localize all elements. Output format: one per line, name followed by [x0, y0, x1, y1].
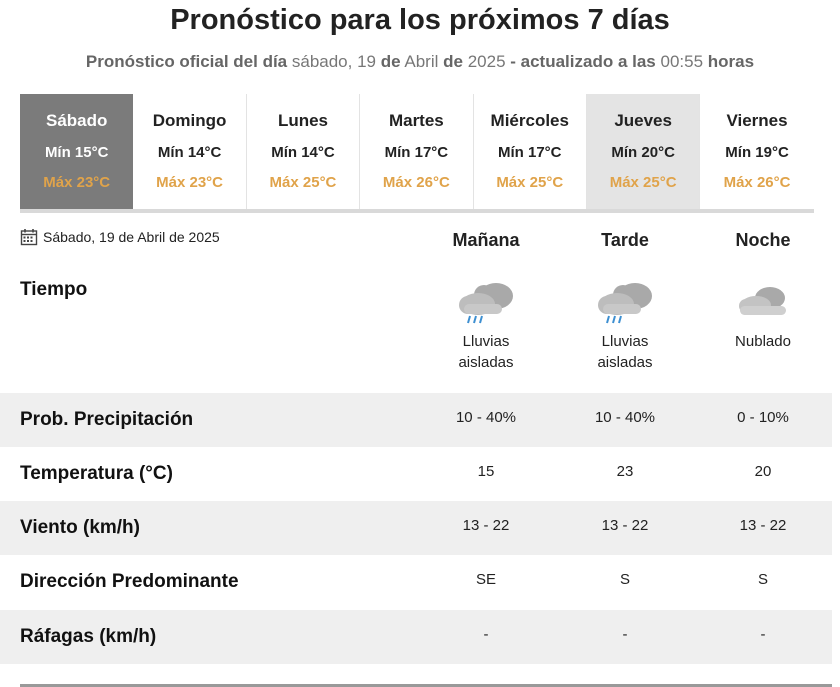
day-min-temp: Mín 17°C: [498, 144, 562, 161]
subtitle-de: de: [380, 52, 401, 71]
day-max-temp: Máx 26°C: [723, 174, 791, 191]
cloud-icon: [734, 278, 794, 324]
weather-desc-line: Lluvias: [462, 333, 510, 350]
cell-wind-manana: 13 - 22: [462, 517, 510, 534]
cell-dir-tarde: S: [619, 571, 630, 588]
day-tabs: [20, 94, 814, 213]
period-noche: Noche: [735, 230, 791, 250]
row-label-tiempo: Tiempo: [20, 279, 88, 300]
day-max-temp: Máx 25°C: [609, 174, 677, 191]
day-name: Miércoles: [490, 111, 569, 130]
weather-desc-tarde: [565, 331, 685, 373]
day-min-temp: Mín 20°C: [611, 144, 675, 161]
page-title: Pronóstico para los próximos 7 días: [170, 4, 670, 36]
day-tab-viernes[interactable]: [700, 94, 813, 209]
day-name: Jueves: [614, 111, 672, 130]
day-min-temp: Mín 14°C: [157, 144, 222, 161]
subtitle-year: 2025: [467, 52, 506, 71]
day-name: Viernes: [726, 111, 788, 130]
day-tab-jueves[interactable]: [587, 94, 700, 209]
row-label-viento: Viento (km/h): [20, 517, 140, 538]
subtitle-month: Abril: [404, 52, 439, 71]
weather-desc-line: aisladas: [458, 354, 514, 371]
day-name: Martes: [388, 111, 444, 130]
day-tab-domingo[interactable]: [133, 94, 246, 209]
cell-temp-manana: 15: [477, 463, 495, 480]
cell-wind-noche: 13 - 22: [739, 517, 787, 534]
subtitle-label: Pronóstico oficial del día: [85, 52, 288, 71]
cell-precip-noche: 0 - 10%: [737, 409, 789, 426]
rain-cloud-icon: [456, 278, 516, 324]
day-max-temp: Máx 25°C: [496, 174, 564, 191]
cell-gust-tarde: -: [622, 626, 628, 643]
subtitle-hours: horas: [707, 52, 755, 71]
day-tab-sabado[interactable]: [20, 94, 133, 209]
day-min-temp: Mín 14°C: [271, 144, 335, 161]
row-label-precipitacion: Prob. Precipitación: [20, 409, 194, 430]
day-max-temp: Máx 23°C: [156, 174, 224, 191]
day-min-temp: Mín 19°C: [725, 144, 789, 161]
subtitle-de: de: [443, 52, 463, 71]
cell-gust-manana: -: [483, 626, 489, 643]
day-max-temp: Máx 26°C: [382, 174, 450, 191]
cell-temp-noche: 20: [754, 463, 772, 480]
weather-desc-manana: [426, 331, 546, 373]
day-tab-martes[interactable]: [360, 94, 473, 209]
cell-dir-noche: S: [757, 571, 768, 588]
subtitle-date: sábado, 19: [291, 52, 376, 71]
cell-gust-noche: -: [760, 626, 766, 643]
subtitle-time: 00:55: [660, 52, 704, 71]
day-max-temp: Máx 25°C: [269, 174, 337, 191]
weather-desc-line: Lluvias: [601, 333, 649, 350]
day-name: Lunes: [277, 111, 328, 130]
page-subtitle: [0, 52, 840, 72]
calendar-icon: [20, 228, 38, 246]
period-tarde: Tarde: [601, 230, 649, 250]
day-max-temp: Máx 23°C: [43, 174, 111, 191]
row-label-direccion: Dirección Predominante: [20, 571, 239, 592]
day-name: Sábado: [45, 111, 108, 130]
day-tab-lunes[interactable]: [247, 94, 360, 209]
cell-wind-tarde: 13 - 22: [601, 517, 649, 534]
subtitle-updated: - actualizado a las: [510, 52, 656, 71]
row-label-temperatura: Temperatura (°C): [20, 463, 173, 484]
day-min-temp: Mín 17°C: [384, 144, 449, 161]
detail-date-text: Sábado, 19 de Abril de 2025: [43, 229, 220, 245]
row-label-rafagas: Ráfagas (km/h): [20, 626, 157, 647]
detail-date: [20, 228, 220, 246]
cell-dir-manana: SE: [475, 571, 496, 588]
weather-desc-line: aisladas: [597, 354, 653, 371]
weather-desc-noche: [703, 331, 823, 352]
day-min-temp: Mín 15°C: [44, 144, 109, 161]
day-name: Domingo: [152, 111, 227, 130]
rain-cloud-icon: [595, 278, 655, 324]
cell-temp-tarde: 23: [616, 463, 634, 480]
cell-precip-manana: 10 - 40%: [455, 409, 517, 426]
weather-desc-line: Nublado: [735, 333, 791, 350]
period-manana: Mañana: [452, 230, 520, 250]
cell-precip-tarde: 10 - 40%: [594, 409, 656, 426]
day-tab-miercoles[interactable]: [474, 94, 587, 209]
